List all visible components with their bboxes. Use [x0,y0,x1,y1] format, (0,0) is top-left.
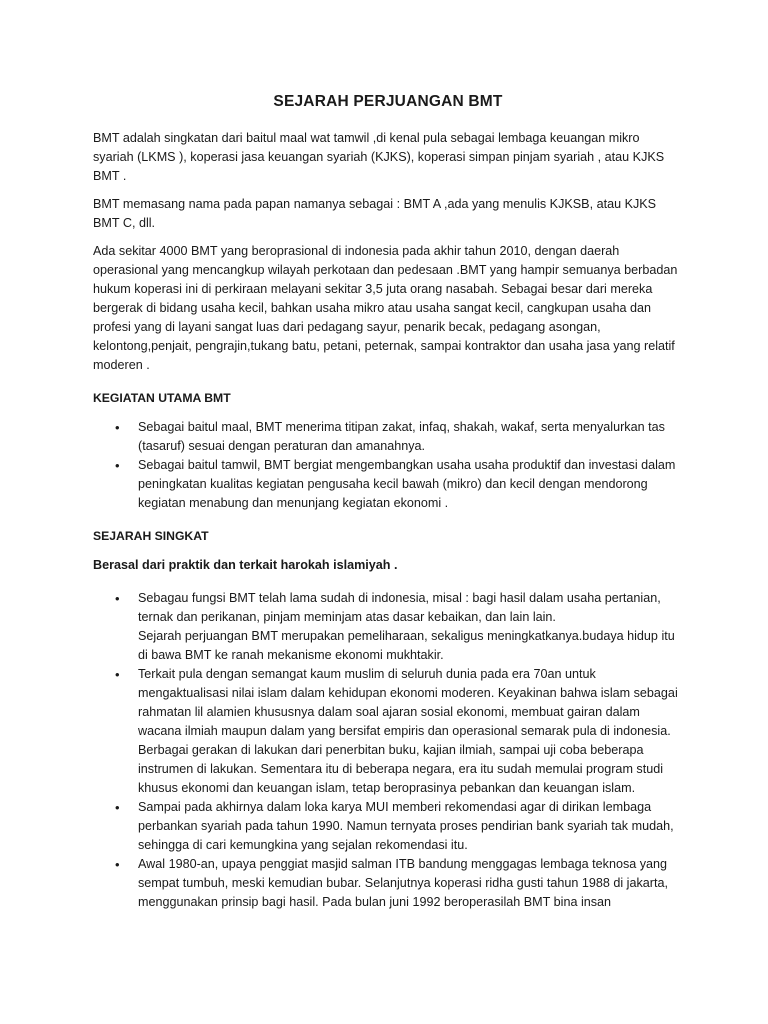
bullet-icon: • [115,458,120,473]
heading-kegiatan: KEGIATAN UTAMA BMT [93,391,231,405]
list-kegiatan [93,418,683,513]
list-item [93,665,683,798]
list-item [93,798,683,855]
paragraph-statistics: Ada sekitar 4000 BMT yang beroprasional di indonesia pada akhir tahun 2010, dengan daerah operasional yang mencangkup wilayah perkotaan dan pedesaan .BMT yang hampir semuanya berbadan hukum koperasi ini di perkiraan melayani sekitar 3,5 juta orang nasabah. Sebagai besar dari mereka bergerak di bidang usaha kecil, bahkan usaha mikro atau usaha sangat kecil, cangkupan usaha dan profesi yang di layani sangat luas dari pedagang sayur, penarik becak, pedagang asongan, kelontong,penjait, pengrajin,tukang batu, petani, peternak, sampai kontraktor dan usaha jasa yang relatif moderen . [93,244,678,372]
document-body [93,92,683,920]
list-item [93,456,683,513]
bullet-icon: • [115,857,120,872]
bullet-icon: • [115,800,120,815]
list-item-text: Sebagau fungsi BMT telah lama sudah di indonesia, misal : bagi hasil dalam usaha pertanian, ternak dan perikanan, pinjam meminjam atas dasar kebaikan, dan lain lain. [138,591,661,624]
list-item-text: Terkait pula dengan semangat kaum muslim di seluruh dunia pada era 70an untuk mengaktualisasi nilai islam dalam kehidupan ekonomi moderen. Keyakinan bahwa islam sebagai rahmatan lil alamien khususnya dalam soal ajaran sosial ekonomi, membuat gairan dalam wacana ilmiah maupun dalam yang bersifat empiris dan operasional semarak pula di indonesia. Berbagai gerakan di lakukan dari penerbitan buku, kajian ilmiah, sampai uji coba beberapa instrumen di lakukan. Sementara itu di beberapa negara, era itu sudah memulai program studi khusus ekonomi dan keuangan islam, tetap beroprasinya pebankan dan keuangan islam. [138,667,678,795]
bullet-icon: • [115,591,120,606]
paragraph-naming: BMT memasang nama pada papan namanya sebagai : BMT A ,ada yang menulis KJKSB, atau KJKS BMT C, dll. [93,197,657,230]
list-item [93,855,683,912]
sejarah-intro: Berasal dari praktik dan terkait harokah islamiyah . [93,558,398,572]
paragraph-definition: BMT adalah singkatan dari baitul maal wat tamwil ,di kenal pula sebagai lembaga keuangan mikro syariah (LKMS ), koperasi jasa keuangan syariah (KJKS), koperasi simpan pinjam syariah , atau KJKS BMT . [93,131,665,183]
list-item-text: Sebagai baitul tamwil, BMT bergiat mengembangkan usaha usaha produktif dan investasi dalam peningkatan kualitas kegiatan pengusaha kecil bawah (mikro) dan kecil dengan mendorong kegiatan menabung dan menunjang kegiatan ekonomi . [138,458,676,510]
list-item [93,418,683,456]
list-sejarah [93,589,683,912]
document-title: SEJARAH PERJUANGAN BMT [273,93,503,110]
bullet-icon: • [115,667,120,682]
bullet-icon: • [115,420,120,435]
heading-sejarah: SEJARAH SINGKAT [93,529,209,543]
list-item-text: Sebagai baitul maal, BMT menerima titipan zakat, infaq, shakah, wakaf, serta menyalurkan tas (tasaruf) sesuai dengan peraturan dan amanahnya. [138,420,665,453]
list-item-continuation: Sejarah perjuangan BMT merupakan pemeliharaan, sekaligus meningkatkanya.budaya hidup itu di bawa BMT ke ranah mekanisme ekonomi mukhtakir. [138,629,675,662]
list-item [93,589,683,665]
list-item-text: Awal 1980-an, upaya penggiat masjid salman ITB bandung menggagas lembaga teknosa yang sempat tumbuh, meski kemudian bubar. Selanjutnya koperasi ridha gusti tahun 1988 di jakarta, menggunakan prinsip bagi hasil. Pada bulan juni 1992 beroperasilah BMT bina insan [138,857,668,909]
list-item-text: Sampai pada akhirnya dalam loka karya MUI memberi rekomendasi agar di dirikan lembaga perbankan syariah pada tahun 1990. Namun ternyata proses pendirian bank syariah tak mudah, sehingga di cari kemungkina yang sejalan rekomendasi itu. [138,800,674,852]
